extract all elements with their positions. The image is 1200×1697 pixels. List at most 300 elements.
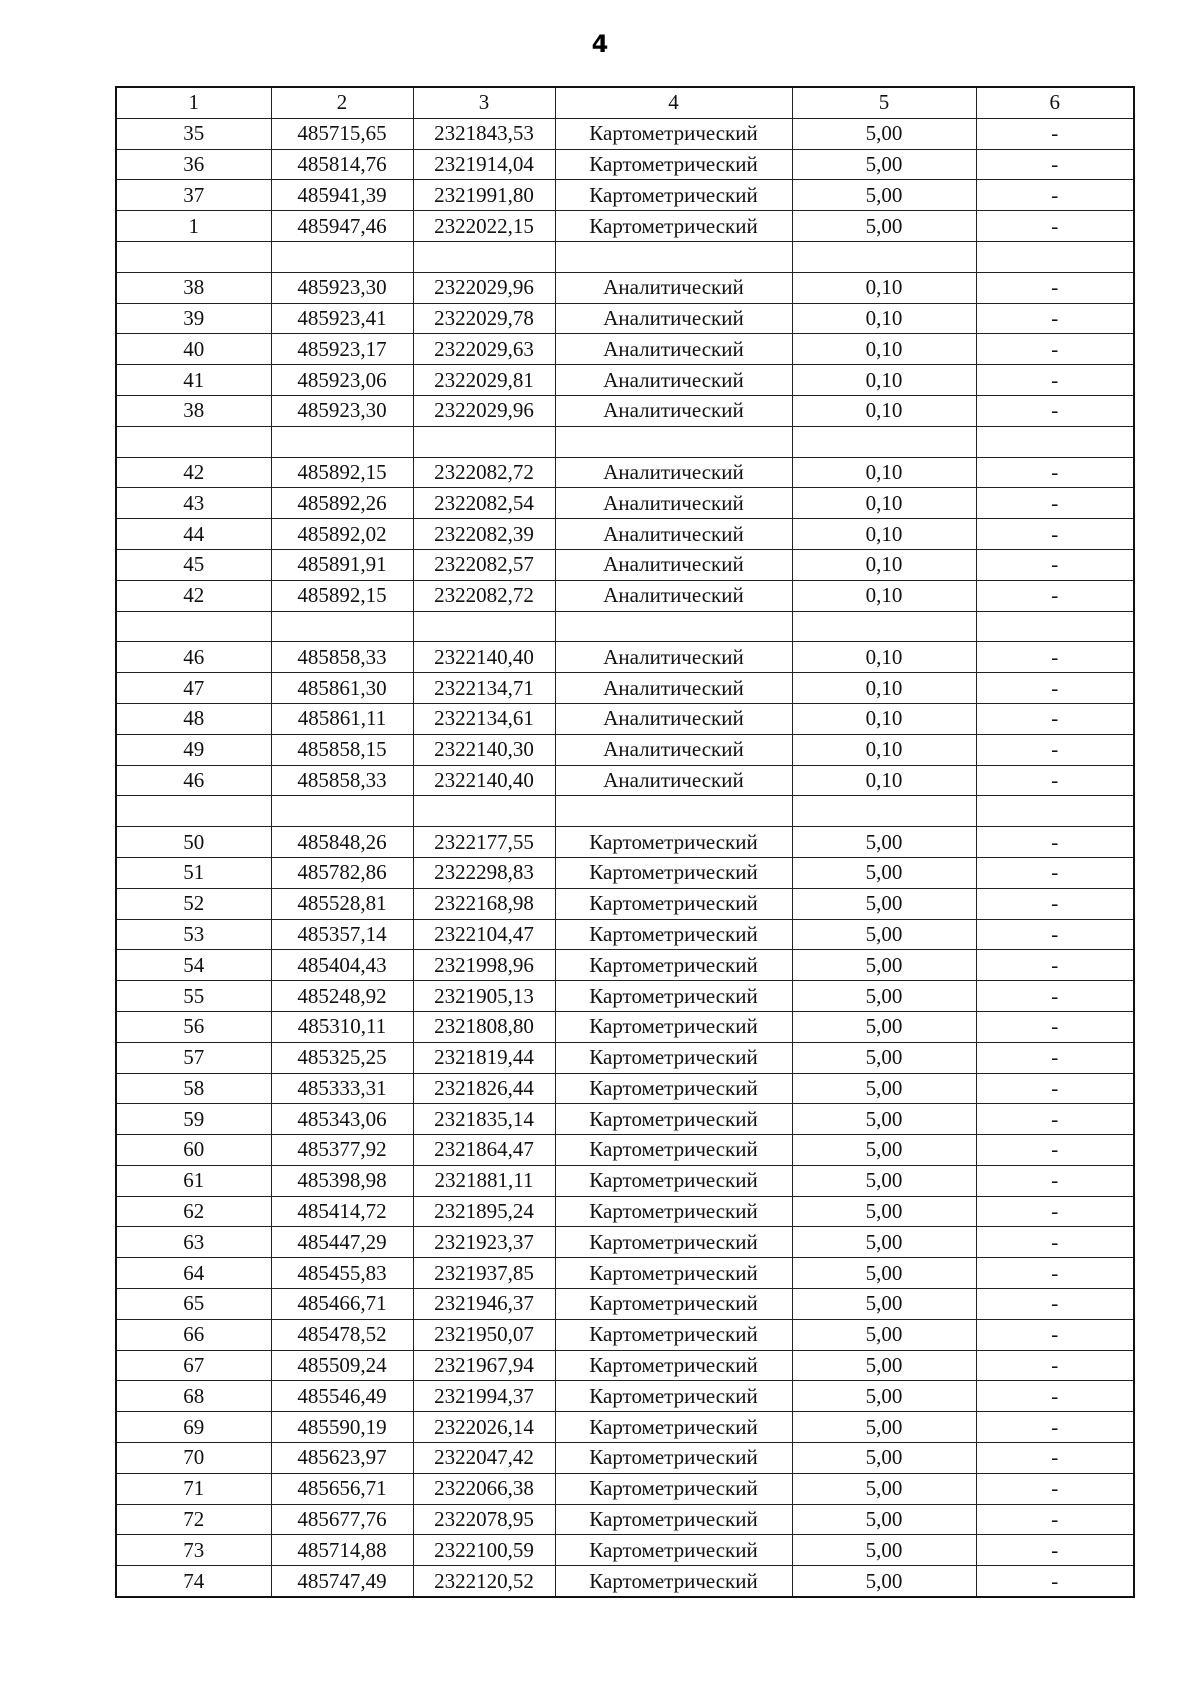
method-cell: Картометрический [555,1412,792,1443]
accuracy-cell: 5,00 [792,1504,976,1535]
accuracy-cell: 5,00 [792,1566,976,1597]
x-coordinate-cell: 485858,15 [271,734,413,765]
table-row [116,765,1134,796]
y-coordinate-cell: 2322082,72 [413,457,555,488]
method-cell: Аналитический [555,580,792,611]
table-row [116,888,1134,919]
point-number-cell: 43 [116,488,271,519]
x-coordinate-cell: 485528,81 [271,888,413,919]
accuracy-cell: 5,00 [792,1165,976,1196]
description-cell: - [976,642,1134,673]
x-coordinate-cell: 485861,11 [271,703,413,734]
x-coordinate-cell: 485466,71 [271,1289,413,1320]
table-row [116,673,1134,704]
column-header: 3 [413,87,555,118]
y-coordinate-cell: 2322082,57 [413,549,555,580]
x-coordinate-cell: 485414,72 [271,1196,413,1227]
description-cell: - [976,180,1134,211]
accuracy-cell: 5,00 [792,1350,976,1381]
point-number-cell: 50 [116,827,271,858]
description-cell: - [976,1042,1134,1073]
separator-row [116,426,1134,457]
description-cell: - [976,272,1134,303]
table-row [116,1011,1134,1042]
table-row [116,1443,1134,1474]
table-row [116,1535,1134,1566]
x-coordinate-cell [271,611,413,642]
y-coordinate-cell: 2321905,13 [413,981,555,1012]
method-cell: Картометрический [555,857,792,888]
y-coordinate-cell: 2322177,55 [413,827,555,858]
table-row [116,1504,1134,1535]
point-number-cell: 57 [116,1042,271,1073]
accuracy-cell: 5,00 [792,1443,976,1474]
x-coordinate-cell: 485941,39 [271,180,413,211]
method-cell: Картометрический [555,827,792,858]
x-coordinate-cell: 485447,29 [271,1227,413,1258]
accuracy-cell: 5,00 [792,950,976,981]
accuracy-cell: 5,00 [792,118,976,149]
point-number-cell: 45 [116,549,271,580]
method-cell: Картометрический [555,1227,792,1258]
table-row [116,118,1134,149]
accuracy-cell [792,611,976,642]
description-cell: - [976,365,1134,396]
y-coordinate-cell: 2321923,37 [413,1227,555,1258]
point-number-cell: 41 [116,365,271,396]
accuracy-cell: 0,10 [792,549,976,580]
point-number-cell: 66 [116,1319,271,1350]
table-row [116,488,1134,519]
x-coordinate-cell: 485892,15 [271,457,413,488]
description-cell: - [976,1227,1134,1258]
method-cell: Картометрический [555,1011,792,1042]
x-coordinate-cell: 485343,06 [271,1104,413,1135]
y-coordinate-cell: 2321895,24 [413,1196,555,1227]
point-number-cell: 38 [116,395,271,426]
point-number-cell [116,796,271,827]
x-coordinate-cell: 485623,97 [271,1443,413,1474]
description-cell: - [976,211,1134,242]
point-number-cell: 46 [116,765,271,796]
coordinates-table [115,86,1135,1598]
y-coordinate-cell: 2321994,37 [413,1381,555,1412]
point-number-cell: 56 [116,1011,271,1042]
description-cell: - [976,334,1134,365]
accuracy-cell: 0,10 [792,488,976,519]
y-coordinate-cell: 2321914,04 [413,149,555,180]
method-cell [555,426,792,457]
table-row [116,211,1134,242]
description-cell: - [976,919,1134,950]
description-cell: - [976,1535,1134,1566]
x-coordinate-cell: 485310,11 [271,1011,413,1042]
method-cell: Картометрический [555,950,792,981]
y-coordinate-cell: 2321950,07 [413,1319,555,1350]
y-coordinate-cell: 2322078,95 [413,1504,555,1535]
description-cell: - [976,395,1134,426]
point-number-cell: 60 [116,1135,271,1166]
x-coordinate-cell: 485714,88 [271,1535,413,1566]
y-coordinate-cell: 2321937,85 [413,1258,555,1289]
y-coordinate-cell: 2322029,63 [413,334,555,365]
point-number-cell: 72 [116,1504,271,1535]
table-row [116,1350,1134,1381]
accuracy-cell: 5,00 [792,1196,976,1227]
x-coordinate-cell [271,426,413,457]
y-coordinate-cell: 2321946,37 [413,1289,555,1320]
point-number-cell: 42 [116,457,271,488]
description-cell: - [976,149,1134,180]
method-cell: Аналитический [555,642,792,673]
point-number-cell [116,426,271,457]
description-cell: - [976,580,1134,611]
point-number-cell: 35 [116,118,271,149]
method-cell: Картометрический [555,1258,792,1289]
description-cell: - [976,1443,1134,1474]
accuracy-cell: 5,00 [792,919,976,950]
accuracy-cell: 5,00 [792,211,976,242]
accuracy-cell: 5,00 [792,1319,976,1350]
x-coordinate-cell [271,241,413,272]
point-number-cell: 71 [116,1473,271,1504]
accuracy-cell [792,796,976,827]
x-coordinate-cell: 485398,98 [271,1165,413,1196]
x-coordinate-cell: 485923,30 [271,272,413,303]
point-number-cell: 64 [116,1258,271,1289]
y-coordinate-cell: 2322026,14 [413,1412,555,1443]
accuracy-cell: 5,00 [792,1011,976,1042]
y-coordinate-cell: 2322140,40 [413,765,555,796]
table-row [116,1135,1134,1166]
description-cell: - [976,765,1134,796]
page-number: 4 [591,30,609,58]
point-number-cell: 48 [116,703,271,734]
point-number-cell: 63 [116,1227,271,1258]
x-coordinate-cell: 485861,30 [271,673,413,704]
description-cell: - [976,1319,1134,1350]
method-cell: Картометрический [555,1104,792,1135]
accuracy-cell: 5,00 [792,981,976,1012]
table-row [116,857,1134,888]
description-cell: - [976,1566,1134,1597]
method-cell: Аналитический [555,549,792,580]
point-number-cell: 53 [116,919,271,950]
y-coordinate-cell: 2322168,98 [413,888,555,919]
description-cell: - [976,1473,1134,1504]
accuracy-cell: 5,00 [792,1289,976,1320]
description-cell: - [976,1073,1134,1104]
accuracy-cell: 5,00 [792,827,976,858]
accuracy-cell: 5,00 [792,180,976,211]
description-cell: - [976,1196,1134,1227]
description-cell: - [976,1504,1134,1535]
accuracy-cell: 5,00 [792,1258,976,1289]
x-coordinate-cell: 485333,31 [271,1073,413,1104]
table-row [116,519,1134,550]
description-cell: - [976,457,1134,488]
description-cell: - [976,1165,1134,1196]
separator-row [116,796,1134,827]
column-header: 2 [271,87,413,118]
y-coordinate-cell: 2322082,72 [413,580,555,611]
method-cell: Аналитический [555,457,792,488]
y-coordinate-cell [413,611,555,642]
table-row [116,580,1134,611]
x-coordinate-cell: 485715,65 [271,118,413,149]
accuracy-cell: 0,10 [792,734,976,765]
y-coordinate-cell: 2321967,94 [413,1350,555,1381]
x-coordinate-cell: 485656,71 [271,1473,413,1504]
x-coordinate-cell [271,796,413,827]
description-cell: - [976,673,1134,704]
description-cell: - [976,1011,1134,1042]
separator-row [116,241,1134,272]
x-coordinate-cell: 485357,14 [271,919,413,950]
point-number-cell: 62 [116,1196,271,1227]
y-coordinate-cell: 2321835,14 [413,1104,555,1135]
point-number-cell: 46 [116,642,271,673]
y-coordinate-cell: 2322029,96 [413,395,555,426]
accuracy-cell: 0,10 [792,395,976,426]
y-coordinate-cell: 2322100,59 [413,1535,555,1566]
method-cell: Картометрический [555,118,792,149]
method-cell: Аналитический [555,272,792,303]
y-coordinate-cell: 2322140,40 [413,642,555,673]
description-cell: - [976,734,1134,765]
accuracy-cell: 0,10 [792,334,976,365]
point-number-cell: 39 [116,303,271,334]
y-coordinate-cell [413,241,555,272]
table-row [116,642,1134,673]
method-cell: Аналитический [555,673,792,704]
method-cell: Картометрический [555,1473,792,1504]
x-coordinate-cell: 485404,43 [271,950,413,981]
x-coordinate-cell: 485891,91 [271,549,413,580]
accuracy-cell: 0,10 [792,765,976,796]
method-cell: Картометрический [555,1535,792,1566]
point-number-cell: 67 [116,1350,271,1381]
y-coordinate-cell: 2322298,83 [413,857,555,888]
method-cell: Картометрический [555,1566,792,1597]
accuracy-cell: 0,10 [792,673,976,704]
x-coordinate-cell: 485947,46 [271,211,413,242]
point-number-cell: 40 [116,334,271,365]
table-row [116,1104,1134,1135]
description-cell [976,241,1134,272]
y-coordinate-cell: 2322082,54 [413,488,555,519]
accuracy-cell: 0,10 [792,642,976,673]
description-cell: - [976,549,1134,580]
point-number-cell: 51 [116,857,271,888]
method-cell: Аналитический [555,519,792,550]
table-row [116,1412,1134,1443]
description-cell: - [976,303,1134,334]
accuracy-cell: 0,10 [792,365,976,396]
x-coordinate-cell: 485892,15 [271,580,413,611]
point-number-cell: 58 [116,1073,271,1104]
description-cell: - [976,703,1134,734]
method-cell: Картометрический [555,919,792,950]
point-number-cell: 36 [116,149,271,180]
x-coordinate-cell: 485546,49 [271,1381,413,1412]
x-coordinate-cell: 485814,76 [271,149,413,180]
table-row [116,703,1134,734]
method-cell: Картометрический [555,1042,792,1073]
table-row [116,1566,1134,1597]
y-coordinate-cell: 2322029,78 [413,303,555,334]
y-coordinate-cell: 2322120,52 [413,1566,555,1597]
y-coordinate-cell: 2322134,61 [413,703,555,734]
accuracy-cell: 5,00 [792,149,976,180]
method-cell: Картометрический [555,1319,792,1350]
accuracy-cell: 5,00 [792,857,976,888]
y-coordinate-cell [413,796,555,827]
x-coordinate-cell: 485747,49 [271,1566,413,1597]
description-cell: - [976,1381,1134,1412]
point-number-cell [116,241,271,272]
table-row [116,549,1134,580]
table-row [116,1381,1134,1412]
table-row [116,303,1134,334]
x-coordinate-cell: 485509,24 [271,1350,413,1381]
method-cell: Картометрический [555,1165,792,1196]
accuracy-cell: 0,10 [792,580,976,611]
accuracy-cell: 5,00 [792,1535,976,1566]
accuracy-cell: 5,00 [792,1135,976,1166]
point-number-cell: 70 [116,1443,271,1474]
x-coordinate-cell: 485858,33 [271,642,413,673]
y-coordinate-cell: 2322047,42 [413,1443,555,1474]
point-number-cell: 38 [116,272,271,303]
description-cell: - [976,1258,1134,1289]
column-header: 5 [792,87,976,118]
description-cell: - [976,950,1134,981]
method-cell: Картометрический [555,981,792,1012]
table-row [116,395,1134,426]
table-row [116,1042,1134,1073]
table-row [116,919,1134,950]
method-cell: Картометрический [555,149,792,180]
table-row [116,272,1134,303]
table-row [116,334,1134,365]
point-number-cell: 61 [116,1165,271,1196]
table-row [116,827,1134,858]
point-number-cell: 74 [116,1566,271,1597]
accuracy-cell: 5,00 [792,1473,976,1504]
x-coordinate-cell: 485590,19 [271,1412,413,1443]
method-cell: Картометрический [555,1504,792,1535]
table-row [116,1258,1134,1289]
description-cell: - [976,1135,1134,1166]
x-coordinate-cell: 485892,02 [271,519,413,550]
table-row [116,457,1134,488]
point-number-cell: 47 [116,673,271,704]
method-cell: Картометрический [555,1381,792,1412]
y-coordinate-cell: 2321998,96 [413,950,555,981]
method-cell: Аналитический [555,303,792,334]
method-cell: Картометрический [555,1443,792,1474]
description-cell: - [976,857,1134,888]
table-row [116,1165,1134,1196]
description-cell [976,796,1134,827]
table-row [116,981,1134,1012]
separator-row [116,611,1134,642]
y-coordinate-cell: 2322022,15 [413,211,555,242]
x-coordinate-cell: 485848,26 [271,827,413,858]
x-coordinate-cell: 485782,86 [271,857,413,888]
x-coordinate-cell: 485923,17 [271,334,413,365]
point-number-cell: 37 [116,180,271,211]
y-coordinate-cell: 2322134,71 [413,673,555,704]
method-cell: Картометрический [555,1350,792,1381]
x-coordinate-cell: 485377,92 [271,1135,413,1166]
point-number-cell: 49 [116,734,271,765]
description-cell: - [976,118,1134,149]
description-cell [976,426,1134,457]
method-cell: Картометрический [555,1135,792,1166]
table-row [116,734,1134,765]
y-coordinate-cell: 2321808,80 [413,1011,555,1042]
column-header: 4 [555,87,792,118]
y-coordinate-cell: 2322029,96 [413,272,555,303]
table-row [116,365,1134,396]
method-cell: Картометрический [555,888,792,919]
y-coordinate-cell: 2322029,81 [413,365,555,396]
description-cell: - [976,1412,1134,1443]
accuracy-cell: 0,10 [792,272,976,303]
method-cell: Аналитический [555,395,792,426]
y-coordinate-cell: 2322066,38 [413,1473,555,1504]
accuracy-cell: 5,00 [792,888,976,919]
point-number-cell: 44 [116,519,271,550]
table-row [116,1227,1134,1258]
x-coordinate-cell: 485455,83 [271,1258,413,1289]
point-number-cell: 68 [116,1381,271,1412]
method-cell: Аналитический [555,703,792,734]
method-cell [555,796,792,827]
y-coordinate-cell [413,426,555,457]
method-cell: Картометрический [555,1289,792,1320]
table-row [116,1289,1134,1320]
point-number-cell [116,611,271,642]
table-row [116,149,1134,180]
table-row [116,1473,1134,1504]
x-coordinate-cell: 485677,76 [271,1504,413,1535]
description-cell: - [976,1289,1134,1320]
point-number-cell: 42 [116,580,271,611]
method-cell: Аналитический [555,488,792,519]
table-row [116,950,1134,981]
y-coordinate-cell: 2321864,47 [413,1135,555,1166]
accuracy-cell: 0,10 [792,519,976,550]
table-row [116,1319,1134,1350]
y-coordinate-cell: 2321819,44 [413,1042,555,1073]
x-coordinate-cell: 485923,30 [271,395,413,426]
description-cell: - [976,488,1134,519]
method-cell: Аналитический [555,734,792,765]
accuracy-cell: 5,00 [792,1412,976,1443]
accuracy-cell: 5,00 [792,1073,976,1104]
description-cell: - [976,827,1134,858]
point-number-cell: 52 [116,888,271,919]
accuracy-cell: 5,00 [792,1227,976,1258]
method-cell [555,241,792,272]
y-coordinate-cell: 2321881,11 [413,1165,555,1196]
x-coordinate-cell: 485892,26 [271,488,413,519]
point-number-cell: 55 [116,981,271,1012]
method-cell: Картометрический [555,180,792,211]
